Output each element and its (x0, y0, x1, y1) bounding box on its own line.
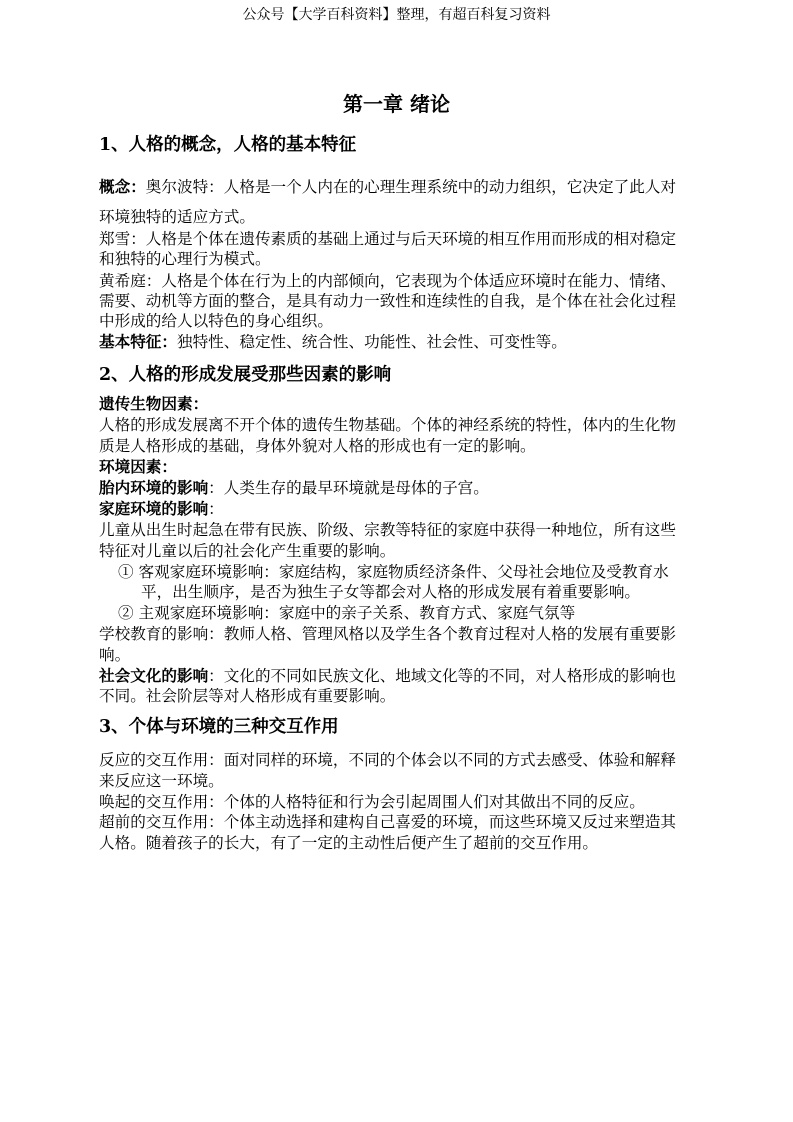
concept-line (99, 177, 676, 197)
concept-label: 概念： (99, 177, 146, 196)
section-heading-3: 3、个体与环境的三种交互作用 (99, 717, 339, 737)
text-line (99, 478, 489, 498)
text-line: 反应的交互作用：面对同样的环境，不同的个体会以不同的方式去感受、体验和解释 (99, 751, 676, 769)
text-line: 不同。社会阶层等对人格形成有重要影响。 (99, 687, 396, 705)
text-line: 响。 (99, 646, 131, 664)
womb-label: 胎内环境的影响 (99, 478, 209, 497)
text-line: 中形成的给人以特色的身心组织。 (99, 312, 333, 330)
text-line: 郑雪：人格是个体在遗传素质的基础上通过与后天环境的相互作用而形成的相对稳定 (99, 230, 676, 248)
text: ： (208, 500, 224, 518)
text-line: 需要、动机等方面的整合，是具有动力一致性和连续性的自我，是个体在社会化过程 (99, 292, 676, 310)
features-label: 基本特征： (99, 332, 177, 351)
text-line (99, 457, 177, 477)
text-line (99, 666, 676, 686)
env-label: 环境因素： (99, 457, 177, 476)
genetic-label: 遗传生物因素： (99, 394, 209, 413)
text-line: 环境独特的适应方式。 (99, 208, 255, 226)
section-heading-2: 2、人格的形成发展受那些因素的影响 (99, 365, 392, 385)
list-item-cont: 平，出生顺序，是否为独生子女等都会对人格的形成发展有着重要影响。 (141, 583, 641, 601)
text-line (99, 499, 224, 519)
text-line: 学校教育的影响：教师人格、管理风格以及学生各个教育过程对人格的发展有重要影 (99, 625, 676, 643)
list-item: ② 主观家庭环境影响：家庭中的亲子关系、教育方式、家庭气氛等 (118, 604, 576, 622)
text-line: 来反应这一环境。 (99, 772, 224, 790)
text: ：文化的不同如民族文化、地域文化等的不同，对人格形成的影响也 (208, 667, 676, 685)
text: ：人类生存的最早环境就是母体的子宫。 (208, 479, 489, 497)
text-line (99, 394, 208, 414)
page-header: 公众号【大学百科资料】整理，有超百科复习资料 (242, 7, 551, 23)
section-heading-1: 1、人格的概念，人格的基本特征 (99, 135, 357, 155)
text-line: 质是人格形成的基础，身体外貌对人格的形成也有一定的影响。 (99, 437, 536, 455)
text: 奥尔波特：人格是一个人内在的心理生理系统中的动力组织，它决定了此人对 (145, 178, 676, 196)
family-label: 家庭环境的影响 (99, 499, 209, 518)
text-line: 唤起的交互作用：个体的人格特征和行为会引起周围人们对其做出不同的反应。 (99, 793, 645, 811)
text-line: 人格。随着孩子的长大，有了一定的主动性后便产生了超前的交互作用。 (99, 834, 599, 852)
text-line: 超前的交互作用：个体主动选择和建构自己喜爱的环境，而这些环境又反过来塑造其 (99, 813, 676, 831)
society-label: 社会文化的影响 (99, 666, 209, 685)
features-line (99, 332, 567, 352)
text-line: 黄希庭：人格是个体在行为上的内部倾向，它表现为个体适应环境时在能力、情绪、 (99, 272, 676, 290)
text-line: 儿童从出生时起急在带有民族、阶级、宗教等特征的家庭中获得一种地位，所有这些 (99, 521, 676, 539)
text-line: 特征对儿童以后的社会化产生重要的影响。 (99, 542, 396, 560)
text-line: 人格的形成发展离不开个体的遗传生物基础。个体的神经系统的特性，体内的生化物 (99, 416, 676, 434)
text-line: 和独特的心理行为模式。 (99, 250, 271, 268)
list-item: ① 客观家庭环境影响：家庭结构，家庭物质经济条件、父母社会地位及受教育水 (118, 563, 669, 581)
chapter-title: 第一章 绪论 (343, 92, 450, 116)
text: 独特性、稳定性、统合性、功能性、社会性、可变性等。 (176, 333, 567, 351)
